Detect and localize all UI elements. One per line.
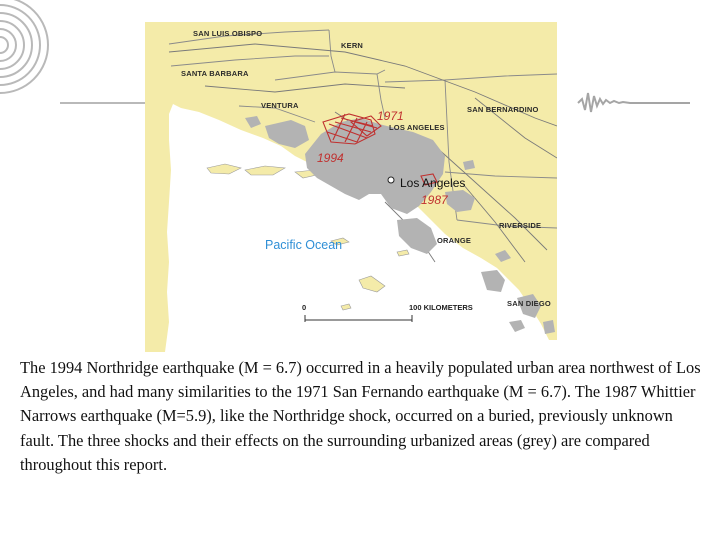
quake-label-1987: 1987 bbox=[421, 193, 448, 207]
county-label-ventura: VENTURA bbox=[261, 101, 299, 110]
scale-end-label: 100 KILOMETERS bbox=[409, 303, 473, 312]
city-label-los-angeles: Los Angeles bbox=[400, 176, 466, 190]
ocean-label: Pacific Ocean bbox=[265, 238, 343, 252]
county-label-riverside: RIVERSIDE bbox=[499, 221, 542, 230]
scale-start-label: 0 bbox=[302, 303, 307, 312]
map-panel bbox=[145, 22, 557, 352]
southern-california-map bbox=[145, 22, 557, 352]
map-caption: The 1994 Northridge earthquake (M = 6.7) occurred in a heavily populated urban area northwest of Los Angeles, and had many similarities to the 1971 San Fernando earthquake (M = 6.7). The 1987 Whittier Narrows earthquake (M=5.9), like the Northridge shock, occurred on a buried, previously unknown fault. The three shocks and their effects on the surrounding urbanized areas (grey) are compared throughout this report. bbox=[20, 358, 701, 474]
seismograph-trace-icon bbox=[578, 93, 690, 112]
county-label-orange: ORANGE bbox=[437, 236, 472, 245]
county-label-san-luis-obispo: SAN LUIS OBISPO bbox=[193, 29, 263, 38]
county-label-santa-barbara: SANTA BARBARA bbox=[181, 69, 249, 78]
quake-label-1994: 1994 bbox=[317, 151, 344, 165]
county-label-san-diego: SAN DIEGO bbox=[507, 299, 551, 308]
county-label-los-angeles: LOS ANGELES bbox=[389, 123, 445, 132]
county-label-kern: KERN bbox=[341, 41, 364, 50]
county-label-san-bernardino: SAN BERNARDINO bbox=[467, 105, 539, 114]
city-marker bbox=[388, 177, 394, 183]
concentric-arcs-icon bbox=[0, 0, 48, 93]
quake-label-1971: 1971 bbox=[377, 109, 404, 123]
